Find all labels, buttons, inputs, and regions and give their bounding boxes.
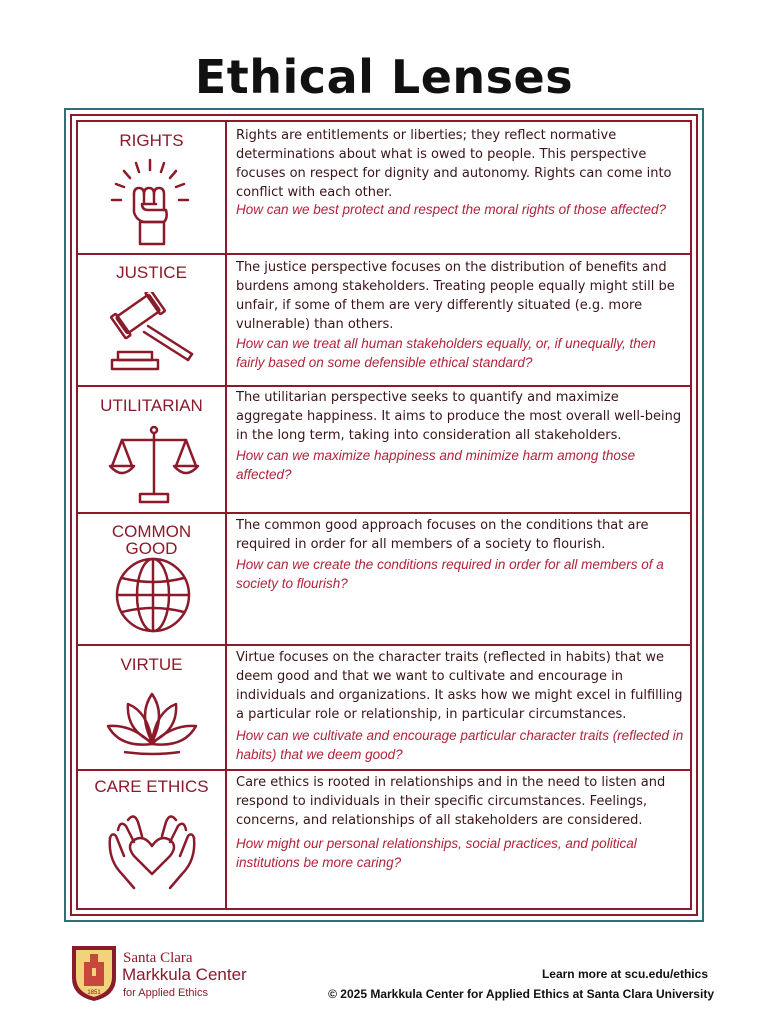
raised-fist-icon [108,158,192,248]
lens-question: How can we best protect and respect the moral rights of those affected? [236,202,666,217]
learn-more-text: Learn more at scu.edu/ethics [541,967,708,981]
lens-description: The justice perspective focuses on the distribution of benefits and burdens among stakeholders. Treating people equally might still be unfair, if some of them are very differently situated (e.g. more vulnerable) than others. [236,260,675,332]
column-divider [225,120,227,910]
lens-name-common-good: COMMON [111,522,192,541]
lens-description: Rights are entitlements or liberties; they reflect normative determinations about what is owed to people. This perspective focuses on respect for dignity and autonomy. Rights can come into conflict with each other. [236,128,672,200]
lens-name-care-ethics: CARE ETHICS [94,777,209,796]
logo-applied-ethics: for Applied Ethics [123,987,208,999]
page-title: Ethical Lenses [194,50,574,104]
logo-santa-clara: Santa Clara [123,950,193,966]
lens-question: How might our personal relationships, social practices, and political institutions be more caring? [236,836,637,870]
lens-description: The utilitarian perspective seeks to quantify and maximize aggregate happiness. It aims to produce the most overall well-being in the long term, taking into consideration all stakeholders. [236,390,682,443]
lotus-icon [104,690,200,756]
lens-description: Care ethics is rooted in relationships and in the need to listen and respond to individuals in their specific circumstances. Feelings, concerns, and relationships of all stakeholders are considered. [236,775,666,828]
row-divider [76,512,692,514]
lens-description: Virtue focuses on the character traits (reflected in habits) that we deem good and that we want to cultivate and encourage in individuals and organizations. It asks how we might excel in fulfilling a particular role or relationship, in particular circumstances. [236,650,683,722]
hands-heart-icon [104,808,200,892]
lens-question: How can we maximize happiness and minimize harm among those affected? [236,448,636,482]
row-divider [76,644,692,646]
logo-markkula-center: Markkula Center [122,965,247,984]
lens-question: How can we create the conditions required in order for all members of a society to flourish? [236,557,664,591]
lens-name-common-good-line2: GOOD [125,539,178,558]
lens-name-rights: RIGHTS [119,131,184,150]
lens-description: The common good approach focuses on the conditions that are required in order for all members of a society to flourish. [236,518,649,552]
lens-question: How can we cultivate and encourage particular character traits (reflected in habits) that we deem good? [236,728,684,762]
row-divider [76,769,692,771]
scales-icon [108,424,200,506]
lens-name-utilitarian: UTILITARIAN [100,396,203,415]
row-divider [76,385,692,387]
globe-icon [114,556,192,634]
copyright-text: © 2025 Markkula Center for Applied Ethics at Santa Clara University [328,987,714,1001]
lens-question: How can we treat all human stakeholders equally, or, if unequally, then fairly based on some defensible ethical standard? [236,336,656,370]
gavel-icon [108,292,202,372]
row-divider [76,253,692,255]
university-seal-logo [70,944,118,1002]
svg-text:1851: 1851 [87,990,101,996]
lens-name-justice: JUSTICE [116,263,187,282]
lens-name-virtue: VIRTUE [120,655,183,674]
